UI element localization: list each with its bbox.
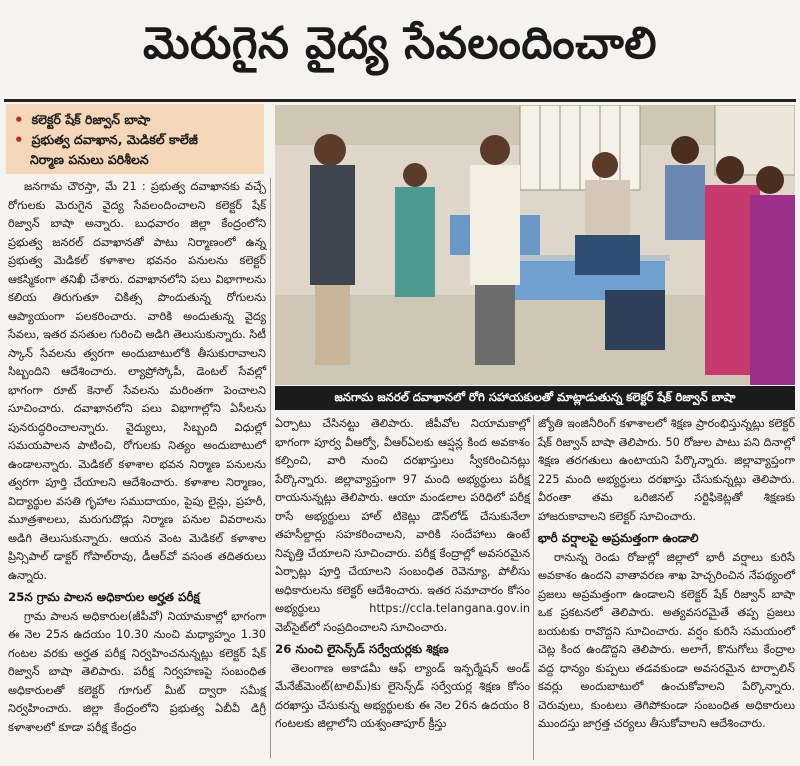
paragraph: రానున్న రెండు రోజుల్లో జిల్లాలో భారీ వర్షాలు కురిసే అవకాశం ఉందని వాతావరణ శాఖ హెచ్చరించిన నేపథ్యంలో ప్రజలు అప్రమత్తంగా ఉండాలని కలెక్టర్ షేక్ రిజ్వాన్ బాషా ఒక ప్రకటనలో తెలిపారు. అత్యవసరమైతే తప్ప ప్రజలు బయటకు రావొద్దని సూచించారు. వర్షం కురిసే సమయంలో చెట్ల కింద ఉండొద్దని తెలిపారు. అలాగే, కొనుగోలు కేంద్రాల వద్ద ధాన్యం కుప్పలు తడవకుండా అవసరమైన టార్పాలిన్ కవర్లు అందుబాటులో ఉంచుకోవాలని పేర్కొన్నారు. చెరువులు, కుంటలు తెగిపోకుండా సంబంధిత అధికారులు ముందస్తు జాగ్రత్త చర్యలు తీసుకోవాలని ఆదేశించారు. [538,550,795,730]
highlight-item: • కలెక్టర్ షేక్ రిజ్వాన్ బాషా [14,110,256,130]
paragraph: గ్రామ పాలన అధికారుల(జీపీవో) నియామకాల్లో భాగంగా ఈ నెల 25న ఉదయం 10.30 నుంచి మధ్యాహ్నం 1.30 గంటల వరకు అర్హత పరీక్ష నిర్వహించనున్నట్లు కలెక్టర్ షేక్ రిజ్వాన్ బాషా తెలిపారు. పరీక్ష నిర్వహణపై సంబంధిత అధికారులతో కలెక్టర్ గూగుల్ మీట్ ద్వారా సమీక్ష నిర్వహించారు. జిల్లా కేంద్రంలోని ప్రభుత్వ ఏబీవీ డిగ్రీ కళాశాలలో కూడా పరీక్ష కేంద్రం [8,609,266,734]
subheading: 26 నుంచి లైసెన్స్‌డ్ సర్వేయర్లకు శిక్షణ [275,642,449,656]
news-photo [275,105,795,385]
subheading: 25న గ్రామ పాలన అధికారుల అర్హత పరీక్ష [8,590,200,604]
article-column-1 [8,178,266,737]
headline: మెరుగైన వైద్య సేవలందించాలి [142,18,658,69]
subheading: భారీ వర్షాలపై అప్రమత్తంగా ఉండాలి [538,531,699,545]
column-divider [533,415,534,760]
highlights-box [6,104,264,174]
highlight-item [14,130,256,150]
column-divider [270,178,271,758]
article-column-2 [275,415,530,734]
paragraph: జ్యోతి ఇంజినీరింగ్ కళాశాలలో శిక్షణ ప్రారంభిస్తున్నట్లు కలెక్టర్ షేక్ రిజ్వాన్ బాషా తెలిపారు. 50 రోజుల పాటు పని దినాల్లో శిక్షణ తరగతులు ఉంటాయని పేర్కొన్నారు. జిల్లావ్యాప్తంగా 225 మంది అభ్యర్థులు దరఖాస్తు చేసుకున్నట్లు తెలిపారు. వీరంతా తమ ఒరిజినల్ సర్టిఫికెట్లతో శిక్షణకు హాజరుకావాలని కలెక్టర్ సూచించారు. [538,417,795,523]
paragraph-text: ఏర్పాటు చేసినట్టు తెలిపారు. జీపీవోల నియామకాల్లో భాగంగా పూర్వ వీఆర్వో, వీఆర్‌ఏలకు ఆప్షన్ల కింద అవకాశం కల్పించి, వారి నుంచి దరఖాస్తులు స్వీకరించినట్లు పేర్కొన్నారు. జిల్లావ్యాప్తంగా 97 మంది అభ్యర్థులు పరీక్ష రాయనున్నట్లు తెలిపారు. ఆయా మండలాల పరిధిలో పరీక్ష రాసే అభ్యర్థులు హాల్ టికెట్లు డౌన్‌లోడ్ చేసుకునేలా తహసీల్దార్లు సహకరించాలని, వారికి సందేహాలు ఉంటే నివృత్తి చేయాలని సూచించారు. పరీక్ష కేంద్రాల్లో అవసరమైన ఏర్పాట్లు పూర్తి చేయాలని సంబంధిత రెవెన్యూ, పోలీసు అధికారులను కలెక్టర్ ఆదేశించారు. ఇతర సమాచారం కోసం అభ్యర్థులు [275,417,530,615]
paragraph-tail: వెబ్‌సైట్‌లో సంప్రదించాలని సూచించారు. [275,620,448,634]
paragraph: జనగామ చౌరస్తా, మే 21 : ప్రభుత్వ దవాఖానకు వచ్చే రోగులకు మెరుగైన వైద్య సేవలందించాలని కలెక్టర్ షేక్ రిజ్వాన్ బాషా అన్నారు. బుధవారం జిల్లా కేంద్రంలోని ప్రభుత్వ జనరల్ దవాఖానతో పాటు నిర్మాణంలో ఉన్న ప్రభుత్వ మెడికల్ కళాశాల భవనం పనులను కలెక్టర్ ఆకస్మికంగా తనిఖీ చేశారు. దవాఖానలోని పలు విభాగాలను కలియ తిరుగుతూ చికిత్స పొందుతున్న రోగులను ఆప్యాయంగా పలకరించారు. వారికి అందుతున్న వైద్య సేవలు, ఇతర వసతుల గురించి అడిగి తెలుసుకున్నారు. సిటీ స్కాన్ సేవలను త్వరగా అందుబాటులోకి తీసుకురావాలని సిబ్బందిని ఆదేశించారు. ల్యాప్రోస్కోపీ, డెంటల్ సేవల్లో భాగంగా రూట్ కెనాల్ సేవలను మరింతగా పెంచాలని సూచించారు. దవాఖానలోని పలు విభాగాల్లోని ఏసీలను పునరుద్ధరించాలన్నారు. వైద్యులు, సిబ్బంది విధుల్లో సమయపాలన పాటించి, రోగులకు నిత్యం అందుబాటులో ఉండాలన్నారు. మెడికల్ కళాశాల భవన నిర్మాణ పనులను త్వరగా పూర్తి చేయాలని ఆదేశించారు. కళాశాల నిర్మాణం, విద్యార్థుల వసతి గృహాల సముదాయం, పైపు లైన్లు, ప్రహరీ, మూత్రశాలలు, మరుగుదొడ్లు నిర్మాణ పనుల వివరాలను అడిగి తెలుసుకున్నారు. ఆయన వెంట మెడికల్ కళాశాల ప్రిన్సిపాల్ డాక్టర్ గోపాల్‌రావు, డీఆర్‌వో వసంత తదితరులు ఉన్నారు. [8,180,266,582]
headline-rule [4,99,796,102]
hospital-ward-photo [275,105,795,385]
article-column-3 [538,415,795,734]
website-link: https://ccla.telangana.gov.in [369,602,530,615]
paragraph [275,415,530,637]
highlight-item-continued: నిర్మాణ పనులు పరిశీలన [30,152,149,167]
paragraph: తెలంగాణ అకాడమీ ఆఫ్ ల్యాండ్ ఇన్ఫర్మేషన్ అండ్ మేనేజ్‌మెంట్(టాలిమ్)కు లైసెన్స్‌డ్ సర్వేయర్ల శిక్షణ కోసం దరఖాస్తు చేసుకున్న అభ్యర్థులకు ఈ నెల 26న ఉదయం 8 గంటలకు జిల్లాలోని యశ్వంతాపూర్ క్రీస్తు [275,661,530,730]
highlight-item-text: • ప్రభుత్వ దవాఖాన, మెడికల్ కాలేజీ [31,132,198,147]
photo-caption: జనగామ జనరల్ దవాఖానలో రోగి సహాయకులతో మాట్లాడుతున్న కలెక్టర్ షేక్ రిజ్వాన్ బాషా [275,386,795,410]
